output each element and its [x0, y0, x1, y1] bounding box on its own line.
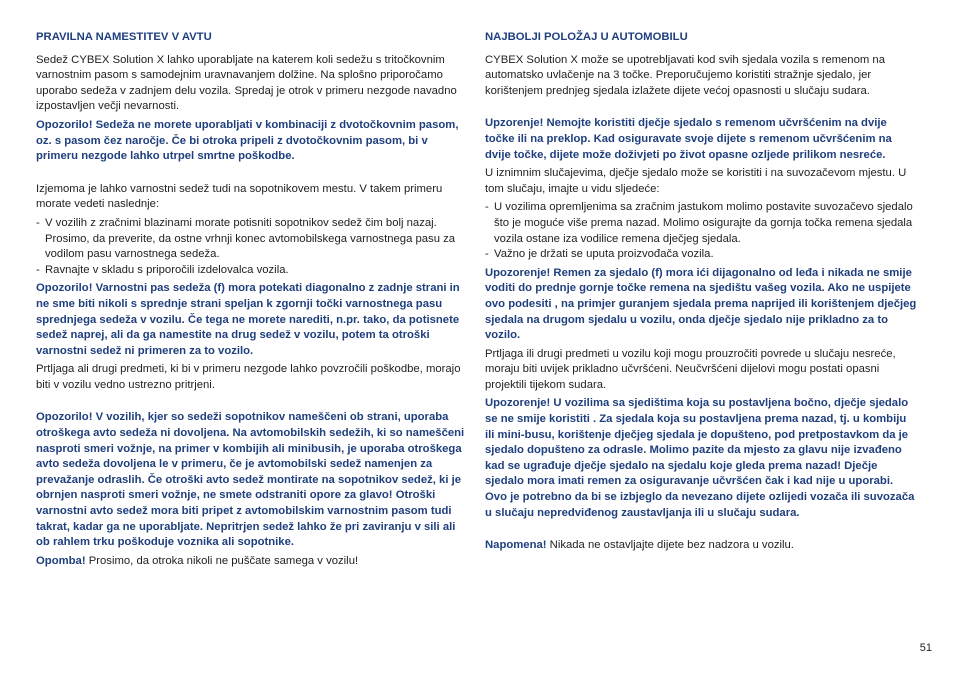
list-item: - V vozilih z zračnimi blazinami morate potisniti sopotnikov sedež čim bolj nazaj. Prosimo, da preverite, da ostne vrhnji konec avtomobilskega varnostnega pasu za vodilom pasu varnostnega sedeža. [36, 216, 468, 263]
section-heading: PRAVILNA NAMESTITEV V AVTU [36, 31, 212, 43]
note-label: Opomba! [36, 554, 86, 567]
bullet-list [36, 216, 468, 278]
left-column [36, 30, 468, 572]
note-text: Prosimo, da otroka nikoli ne puščate samega v vozilu! [85, 554, 359, 567]
page-number: 51 [919, 642, 932, 654]
warning: Upozorenje! U vozilima sa sjedištima koja su postavljena bočno, dječje sjedalo se ne smije koristiti . Za sjedala koja su postavljena prema nazad, tj. u kombiju ili mini-busu, korištenje dječjeg sjedala je dopušteno, pod pretpostavkom da je sjedalo dopušteno za odrasle. Molimo pazite da mjesto za glavu nije izvađeno kad se ugrađuje dječje sjedalo na sjedalu koje gleda prema nazad! Dječje sjedalo mora imati remen za osiguravanje učvršćen čak i kad nije u uporabi. Ovo je potrebno da bi se izbjeglo da nevezano dijete ozlijedi vozača ili suvozača u slučaju nepredviđenog zaustavljanja ili u slučaju sudara. [485, 397, 915, 519]
list-item: - Važno je držati se uputa proizvođača vozila. [485, 247, 917, 263]
paragraph: Sedež CYBEX Solution X lahko uporabljate na katerem koli sedežu s tritočkovnim varnostnim pasom s samodejnim uravnavanjem dolžine. Na splošno priporočamo uporabo sedeža v zadnjem delu vozila. Spredaj je otrok v primeru nezgode navadno izpostavljen večji nevarnosti. [36, 53, 457, 113]
right-column [485, 30, 917, 557]
note [485, 538, 917, 554]
paragraph: CYBEX Solution X može se upotrebljavati kod svih sjedala vozila s remenom na automatsko uvlačenje na 3 točke. Preporučujemo koristiti stražnje sjedalo, jer korištenjem prednjeg sjedala izlažete dijete većoj opasnosti u slučaju sudara. [485, 53, 885, 97]
list-item: - U vozilima opremljenima sa zračnim jastukom molimo postavite suvozačevo sjedalo što je moguće više prema nazad. Molimo osigurajte da gornja točka remena sjedala vozila ostane iza vodilice remena dječjeg sjedala. [485, 200, 917, 247]
note [36, 554, 468, 570]
paragraph: Prtljaga ali drugi predmeti, ki bi v primeru nezgode lahko povzročili poškodbe, morajo biti v vozilu vedno ustrezno pritrjeni. [36, 363, 461, 391]
section-heading: NAJBOLJI POLOŽAJ U AUTOMOBILU [485, 31, 688, 43]
paragraph: Izjemoma je lahko varnostni sedež tudi na sopotnikovem mestu. V takem primeru morate vedeti naslednje: [36, 182, 443, 211]
warning: Upzorenje! Nemojte koristiti dječje sjedalo s remenom učvršćenim na dvije točke ili na preklop. Kad osiguravate svoje dijete s remenom učvršćenim na dvije točke, dijete može doživjeti po život opasne ozljede prilikom nesreće. [485, 117, 892, 161]
paragraph: U iznimnim slučajevima, dječje sjedalo može se koristiti i na suvozačevom mjestu. U tom slučaju, imajte u vidu sljedeće: [485, 167, 907, 195]
note-label: Napomena! [485, 539, 547, 552]
bullet-list [485, 200, 917, 262]
warning: Upozorenje! Remen za sjedalo (f) mora ići dijagonalno od leđa i nikada ne smije voditi do prednje gornje točke remena na sjedištu vašeg vozila. Ako ne uspijete ovo podesiti , na primjer guranjem sjedala prema naprijed ili korištenjem dječjeg sjedala na drugom sjedalu u vozilu, onda dječje sjedalo nije prikladno za to vozilo. [485, 266, 917, 342]
warning: Opozorilo! Varnostni pas sedeža (f) mora potekati diagonalno z zadnje strani in ne sme biti nikoli s sprednje strani speljan k zgornji točki varnostnega pasu sprednjega sedeža v vozilu. Če tega ne morete narediti, n.pr. tako, da potisnete sedež naprej, ali da ga namestite na drug sedež v vozilu, potem ta otroški varnostni sedež ni primeren za to vozilo. [36, 282, 460, 357]
list-item: - Ravnajte v skladu s priporočili izdelovalca vozila. [36, 263, 468, 279]
paragraph: Prtljaga ili drugi predmeti u vozilu koji mogu prouzročiti povrede u slučaju nesreće, moraju biti uvijek prikladno učvršćeni. Neučvršćeni dijelovi mogu postati opasni projektili tijekom sudara. [485, 347, 896, 391]
note-text: Nikada ne ostavljajte dijete bez nadzora u vozilu. [546, 539, 794, 552]
warning: Opozorilo! Sedeža ne morete uporabljati v kombinaciji z dvotočkovnim pasom, oz. s pasom čez naročje. Če bi otroka pripeli z dvotočkovnim pasom, bi v primeru nezgode lahko utrpel smrtne poškodbe. [36, 118, 459, 163]
warning: Opozorilo! V vozilih, kjer so sedeži sopotnikov nameščeni ob strani, uporaba otroškega avto sedeža ni dovoljena. Na avtomobilskih sedežih, ki so nameščeni nasproti smeri vožnje, na primer v kombijih ali minibusih, je uporaba otroškega avto sedeža dovoljena le v primeru, če je avtomobilski sedež namenjen za prevažanje odraslih. Če otroški avto sedež montirate na sopotnikov sedež, ki je obrnjen nasproti smeri vožnje, ne smete odstraniti opore za glavo! Otroški varnostni avto sedež mora biti pripet z avtomobilskim varnostnim pasom tudi takrat, kadar ga ne uporabljate. Nepritrjen sedež lahko že pri zaviranju v sili ali ob rahlem trku poškoduje voznika ali sopotnike. [36, 411, 465, 549]
